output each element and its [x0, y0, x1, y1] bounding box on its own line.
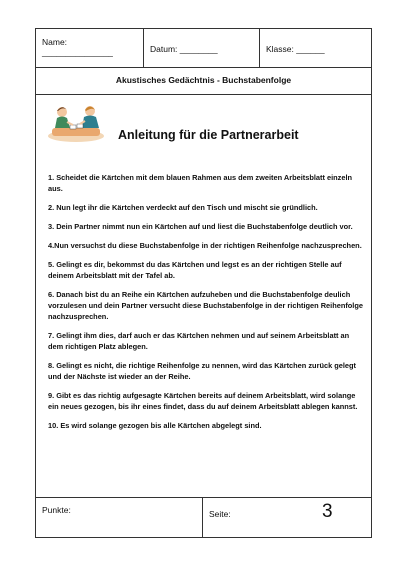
instruction-item: 10. Es wird solange gezogen bis alle Kärtchen abgelegt sind. — [48, 421, 262, 430]
instruction-item: 9. Gibt es das richtig aufgesagte Kärtchen bereits auf deinem Arbeitsblatt, wird solange ein neues gezogen, bis ihr eines findet, dass du auf deinem Arbeitsblatt ablegen kannst. — [48, 391, 358, 411]
worksheet — [35, 28, 372, 538]
subtitle: Anleitung für die Partnerarbeit — [118, 128, 299, 142]
instruction-item: 4.Nun versuchst du diese Buchstabenfolge in der richtigen Reihenfolge nachzusprechen. — [48, 241, 362, 250]
datum-label: Datum: ________ — [150, 44, 218, 54]
punkte-cell — [36, 497, 203, 537]
instruction-item: 7. Gelingt ihm dies, darf auch er das Kärtchen nehmen und auf seinem Arbeitsblatt an dem richtigen Platz ablegen. — [48, 331, 350, 351]
seite-label: Seite: — [209, 509, 231, 519]
name-blank: _______________ — [42, 47, 113, 57]
name-cell — [36, 29, 144, 67]
page-number: 3 — [322, 501, 333, 522]
seite-cell — [203, 497, 371, 537]
footer-row — [36, 497, 371, 537]
instruction-item: 8. Gelingt es nicht, die richtige Reihenfolge zu nennen, wird das Kärtchen zurück gelegt und der Nächste ist wieder an der Reihe. — [48, 361, 356, 381]
header-row — [36, 29, 371, 68]
klasse-cell — [260, 29, 371, 67]
instruction-list — [48, 172, 366, 439]
datum-cell — [144, 29, 260, 67]
instructions-section — [36, 94, 371, 498]
name-label: Name: — [42, 37, 68, 47]
instruction-item: 6. Danach bist du an Reihe ein Kärtchen aufzuheben und die Buchstabenfolge deulich vorzulesen und dein Partner versucht diese Buchstabenfolge in der richtigen Reihenfolge nachzusprechen. — [48, 290, 363, 321]
punkte-label: Punkte: — [42, 505, 71, 515]
klasse-label: Klasse: ______ — [266, 44, 325, 54]
instruction-item: 2. Nun legt ihr die Kärtchen verdeckt auf den Tisch und mischt sie gründlich. — [48, 203, 318, 212]
instruction-item: 5. Gelingt es dir, bekommst du das Kärtchen und legst es an der richtigen Stelle auf deinem Arbeitsblatt mit der Tafel ab. — [48, 260, 342, 280]
instruction-item: 1. Scheidet die Kärtchen mit dem blauen Rahmen aus dem zweiten Arbeitsblatt einzeln aus. — [48, 173, 353, 193]
two-people-at-table-illustration — [46, 102, 106, 144]
worksheet-title: Akustisches Gedächtnis - Buchstabenfolge — [36, 67, 371, 95]
instruction-item: 3. Dein Partner nimmt nun ein Kärtchen auf und liest die Buchstabenfolge deutlich vor. — [48, 222, 353, 231]
